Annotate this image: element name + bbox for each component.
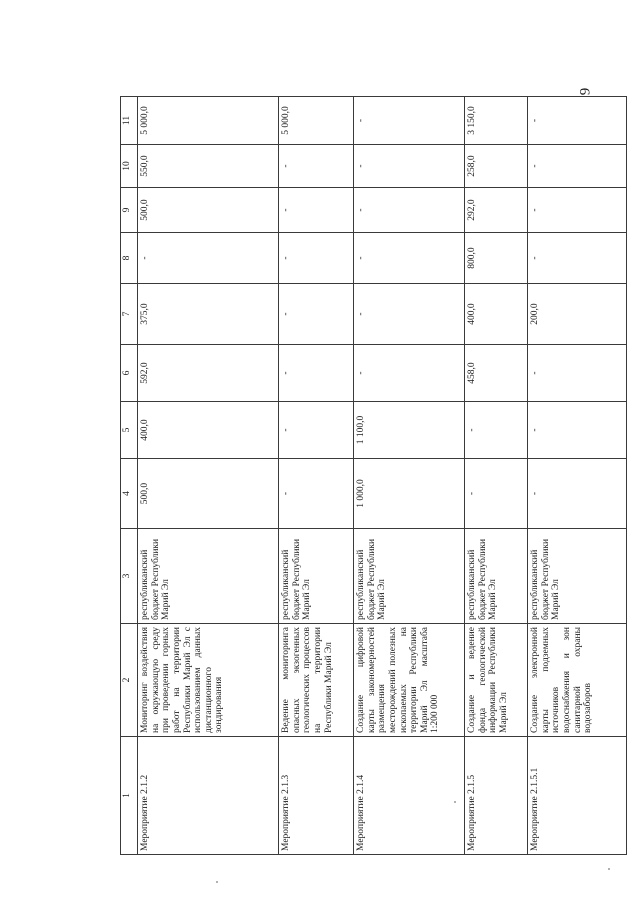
table-row bbox=[354, 97, 465, 855]
value-cell: - bbox=[528, 402, 627, 459]
table-row bbox=[465, 97, 528, 855]
value-cell: 592,0 bbox=[138, 345, 279, 402]
page-number: 9 bbox=[577, 87, 594, 96]
header-cell: 5 bbox=[121, 402, 138, 459]
value-cell: 200,0 bbox=[528, 284, 627, 345]
value-cell: 3 150,0 bbox=[465, 97, 528, 145]
value-cell: - bbox=[354, 97, 465, 145]
table-row bbox=[138, 97, 279, 855]
header-cell: 2 bbox=[121, 624, 138, 737]
header-cell: 4 bbox=[121, 459, 138, 529]
value-cell: 5 000,0 bbox=[138, 97, 279, 145]
value-cell: - bbox=[279, 233, 354, 284]
header-cell: 11 bbox=[121, 97, 138, 145]
value-cell: 400,0 bbox=[465, 284, 528, 345]
value-cell: 800,0 bbox=[465, 233, 528, 284]
scan-speck bbox=[454, 801, 456, 803]
scan-speck bbox=[216, 881, 218, 883]
value-cell: 375,0 bbox=[138, 284, 279, 345]
event-name: Мониторинг воздействия на окружающую среду при проведении горных работ на территории Республики Марий Эл с использованием данных дистанционного зондирования bbox=[138, 624, 279, 737]
value-cell: - bbox=[138, 233, 279, 284]
header-cell: 6 bbox=[121, 345, 138, 402]
value-cell: - bbox=[528, 97, 627, 145]
value-cell: - bbox=[354, 188, 465, 233]
value-cell: 500,0 bbox=[138, 188, 279, 233]
value-cell: - bbox=[279, 145, 354, 188]
value-cell: - bbox=[528, 145, 627, 188]
header-cell: 10 bbox=[121, 145, 138, 188]
event-name: Создание электронной карты подземных источников водоснабжения и зон санитарной охраны водозаборов bbox=[528, 624, 627, 737]
event-id: Мероприятие 2.1.3 bbox=[279, 737, 354, 855]
value-cell: 500,0 bbox=[138, 459, 279, 529]
value-cell: 400,0 bbox=[138, 402, 279, 459]
header-cell: 8 bbox=[121, 233, 138, 284]
value-cell: - bbox=[279, 284, 354, 345]
funding-source: республиканский бюджет Республики Марий Эл bbox=[279, 529, 354, 624]
value-cell: - bbox=[528, 233, 627, 284]
value-cell: - bbox=[279, 459, 354, 529]
value-cell: 458,0 bbox=[465, 345, 528, 402]
value-cell: - bbox=[465, 402, 528, 459]
header-cell: 7 bbox=[121, 284, 138, 345]
funding-source: республиканский бюджет Республики Марий Эл bbox=[528, 529, 627, 624]
event-id: Мероприятие 2.1.5 bbox=[465, 737, 528, 855]
value-cell: 1 100,0 bbox=[354, 402, 465, 459]
header-cell: 1 bbox=[121, 737, 138, 855]
event-id: Мероприятие 2.1.5.1 bbox=[528, 737, 627, 855]
value-cell: 1 000,0 bbox=[354, 459, 465, 529]
value-cell: - bbox=[279, 188, 354, 233]
header-row bbox=[121, 97, 138, 855]
value-cell: - bbox=[354, 233, 465, 284]
value-cell: 292,0 bbox=[465, 188, 528, 233]
funding-source: республиканский бюджет Республики Марий Эл bbox=[138, 529, 279, 624]
value-cell: 5 000,0 bbox=[279, 97, 354, 145]
value-cell: - bbox=[354, 284, 465, 345]
value-cell: - bbox=[279, 402, 354, 459]
value-cell: - bbox=[354, 345, 465, 402]
event-name: Создание цифровой карты закономерностей размещения месторождений полезных ископаемых на территории Республики Марий Эл масштаба 1:200 000 bbox=[354, 624, 465, 737]
value-cell: - bbox=[354, 145, 465, 188]
funding-source: республиканский бюджет Республики Марий Эл bbox=[354, 529, 465, 624]
event-name: Ведение мониторинга опасных экзогенных геологических процессов на территории Республики Марий Эл bbox=[279, 624, 354, 737]
table-row bbox=[528, 97, 627, 855]
value-cell: - bbox=[279, 345, 354, 402]
scan-speck bbox=[608, 868, 610, 870]
funding-source: республиканский бюджет Республики Марий Эл bbox=[465, 529, 528, 624]
event-id: Мероприятие 2.1.4 bbox=[354, 737, 465, 855]
header-cell: 3 bbox=[121, 529, 138, 624]
budget-table bbox=[120, 96, 627, 855]
value-cell: - bbox=[528, 188, 627, 233]
value-cell: - bbox=[465, 459, 528, 529]
table-row bbox=[279, 97, 354, 855]
event-name: Создание и ведение фонда геологической информации Республики Марий Эл bbox=[465, 624, 528, 737]
rotated-table-container bbox=[120, 97, 625, 855]
value-cell: - bbox=[528, 345, 627, 402]
header-cell: 9 bbox=[121, 188, 138, 233]
value-cell: 258,0 bbox=[465, 145, 528, 188]
event-id: Мероприятие 2.1.2 bbox=[138, 737, 279, 855]
value-cell: 550,0 bbox=[138, 145, 279, 188]
value-cell: - bbox=[528, 459, 627, 529]
